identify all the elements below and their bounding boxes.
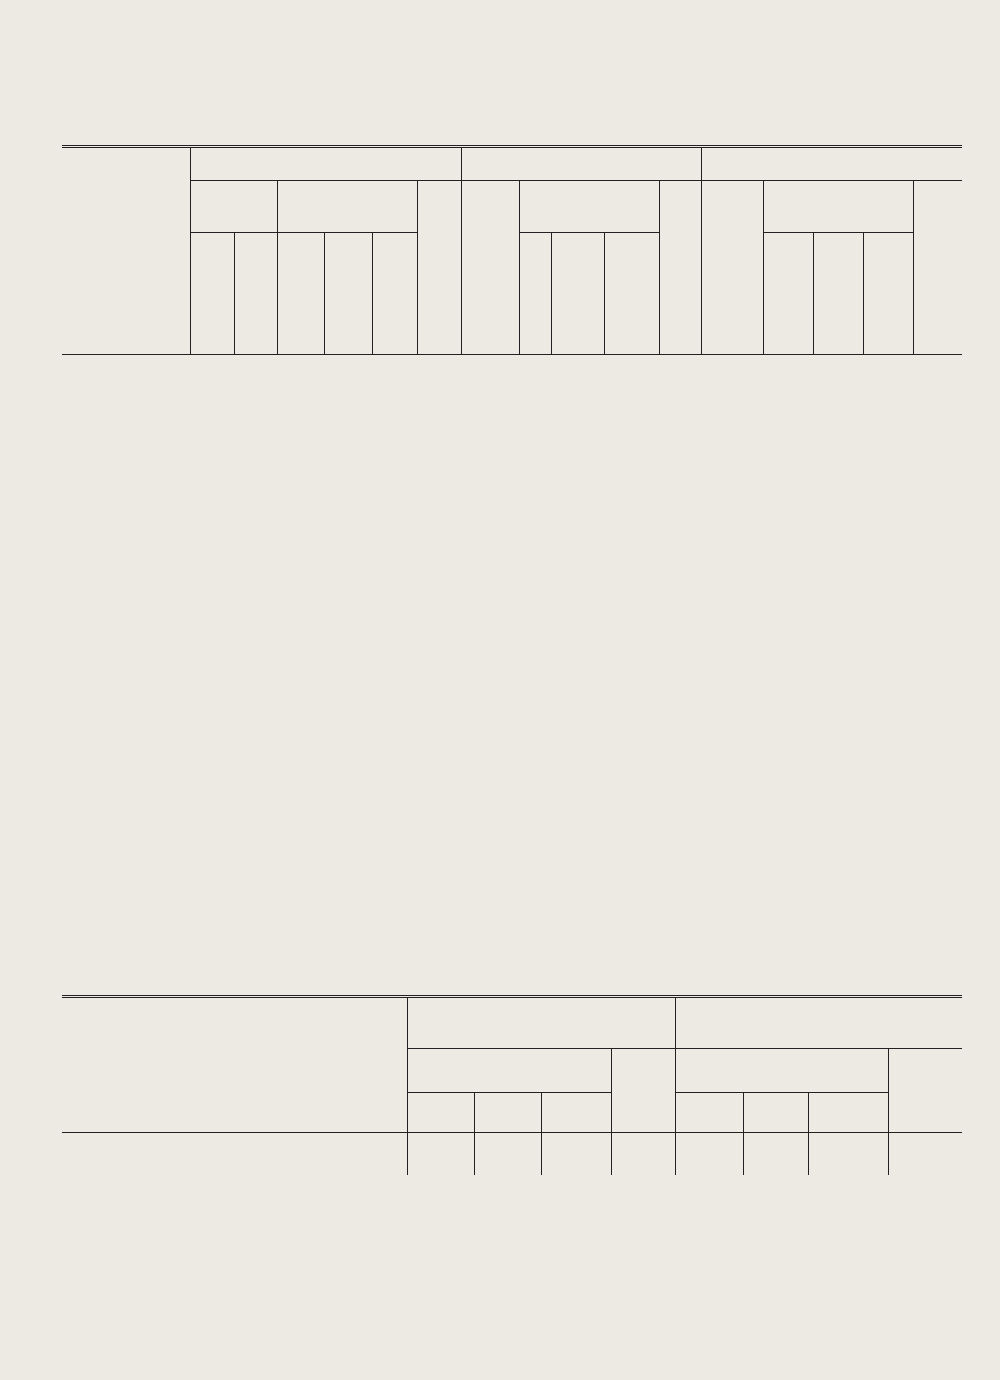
col-emprison-both — [763, 233, 813, 355]
infractions-table — [62, 995, 962, 1175]
ressort-header-corr — [407, 1049, 611, 1093]
col-rechutes-both — [913, 181, 962, 355]
ressort-header-pol — [675, 1049, 888, 1093]
col-emprison-corr — [277, 233, 324, 355]
liege-header — [541, 1093, 611, 1133]
col-total-cond — [190, 233, 234, 355]
liege-header — [808, 1093, 888, 1133]
group-both-header — [701, 147, 962, 181]
col-total-pol2 — [604, 233, 659, 355]
nombre-cond-header-both — [763, 181, 913, 233]
group-corr-header — [190, 147, 461, 181]
corr-header — [407, 997, 675, 1049]
col-amende-corr — [324, 233, 372, 355]
col-total-both — [701, 181, 763, 355]
infractions-body — [62, 1133, 962, 1176]
group-pol-header — [461, 147, 701, 181]
bruxelles-header — [675, 1093, 743, 1133]
category-label — [62, 1154, 407, 1175]
col-total-both2 — [863, 233, 913, 355]
arrondissement-header — [62, 147, 190, 355]
col-amende-pol — [551, 233, 604, 355]
nature-header — [62, 997, 407, 1133]
trois-header-pol — [888, 1049, 962, 1133]
pol-header — [675, 997, 962, 1049]
bruxelles-header — [407, 1093, 474, 1133]
convictions-table — [62, 145, 962, 355]
nombre-header — [190, 181, 277, 233]
col-rechutes-corr — [417, 181, 461, 355]
gand-header — [743, 1093, 808, 1133]
gand-header — [474, 1093, 541, 1133]
nombre-cond-header-corr — [277, 181, 417, 233]
trois-header-corr — [611, 1049, 675, 1133]
col-total-pol — [461, 181, 519, 355]
col-rechutes-pol — [659, 181, 701, 355]
col-total-corr — [372, 233, 417, 355]
col-amende-both — [813, 233, 863, 355]
col-emprison-6 — [234, 233, 277, 355]
nombre-corr-header-pol — [519, 181, 659, 233]
col-emprison-pol — [519, 233, 551, 355]
